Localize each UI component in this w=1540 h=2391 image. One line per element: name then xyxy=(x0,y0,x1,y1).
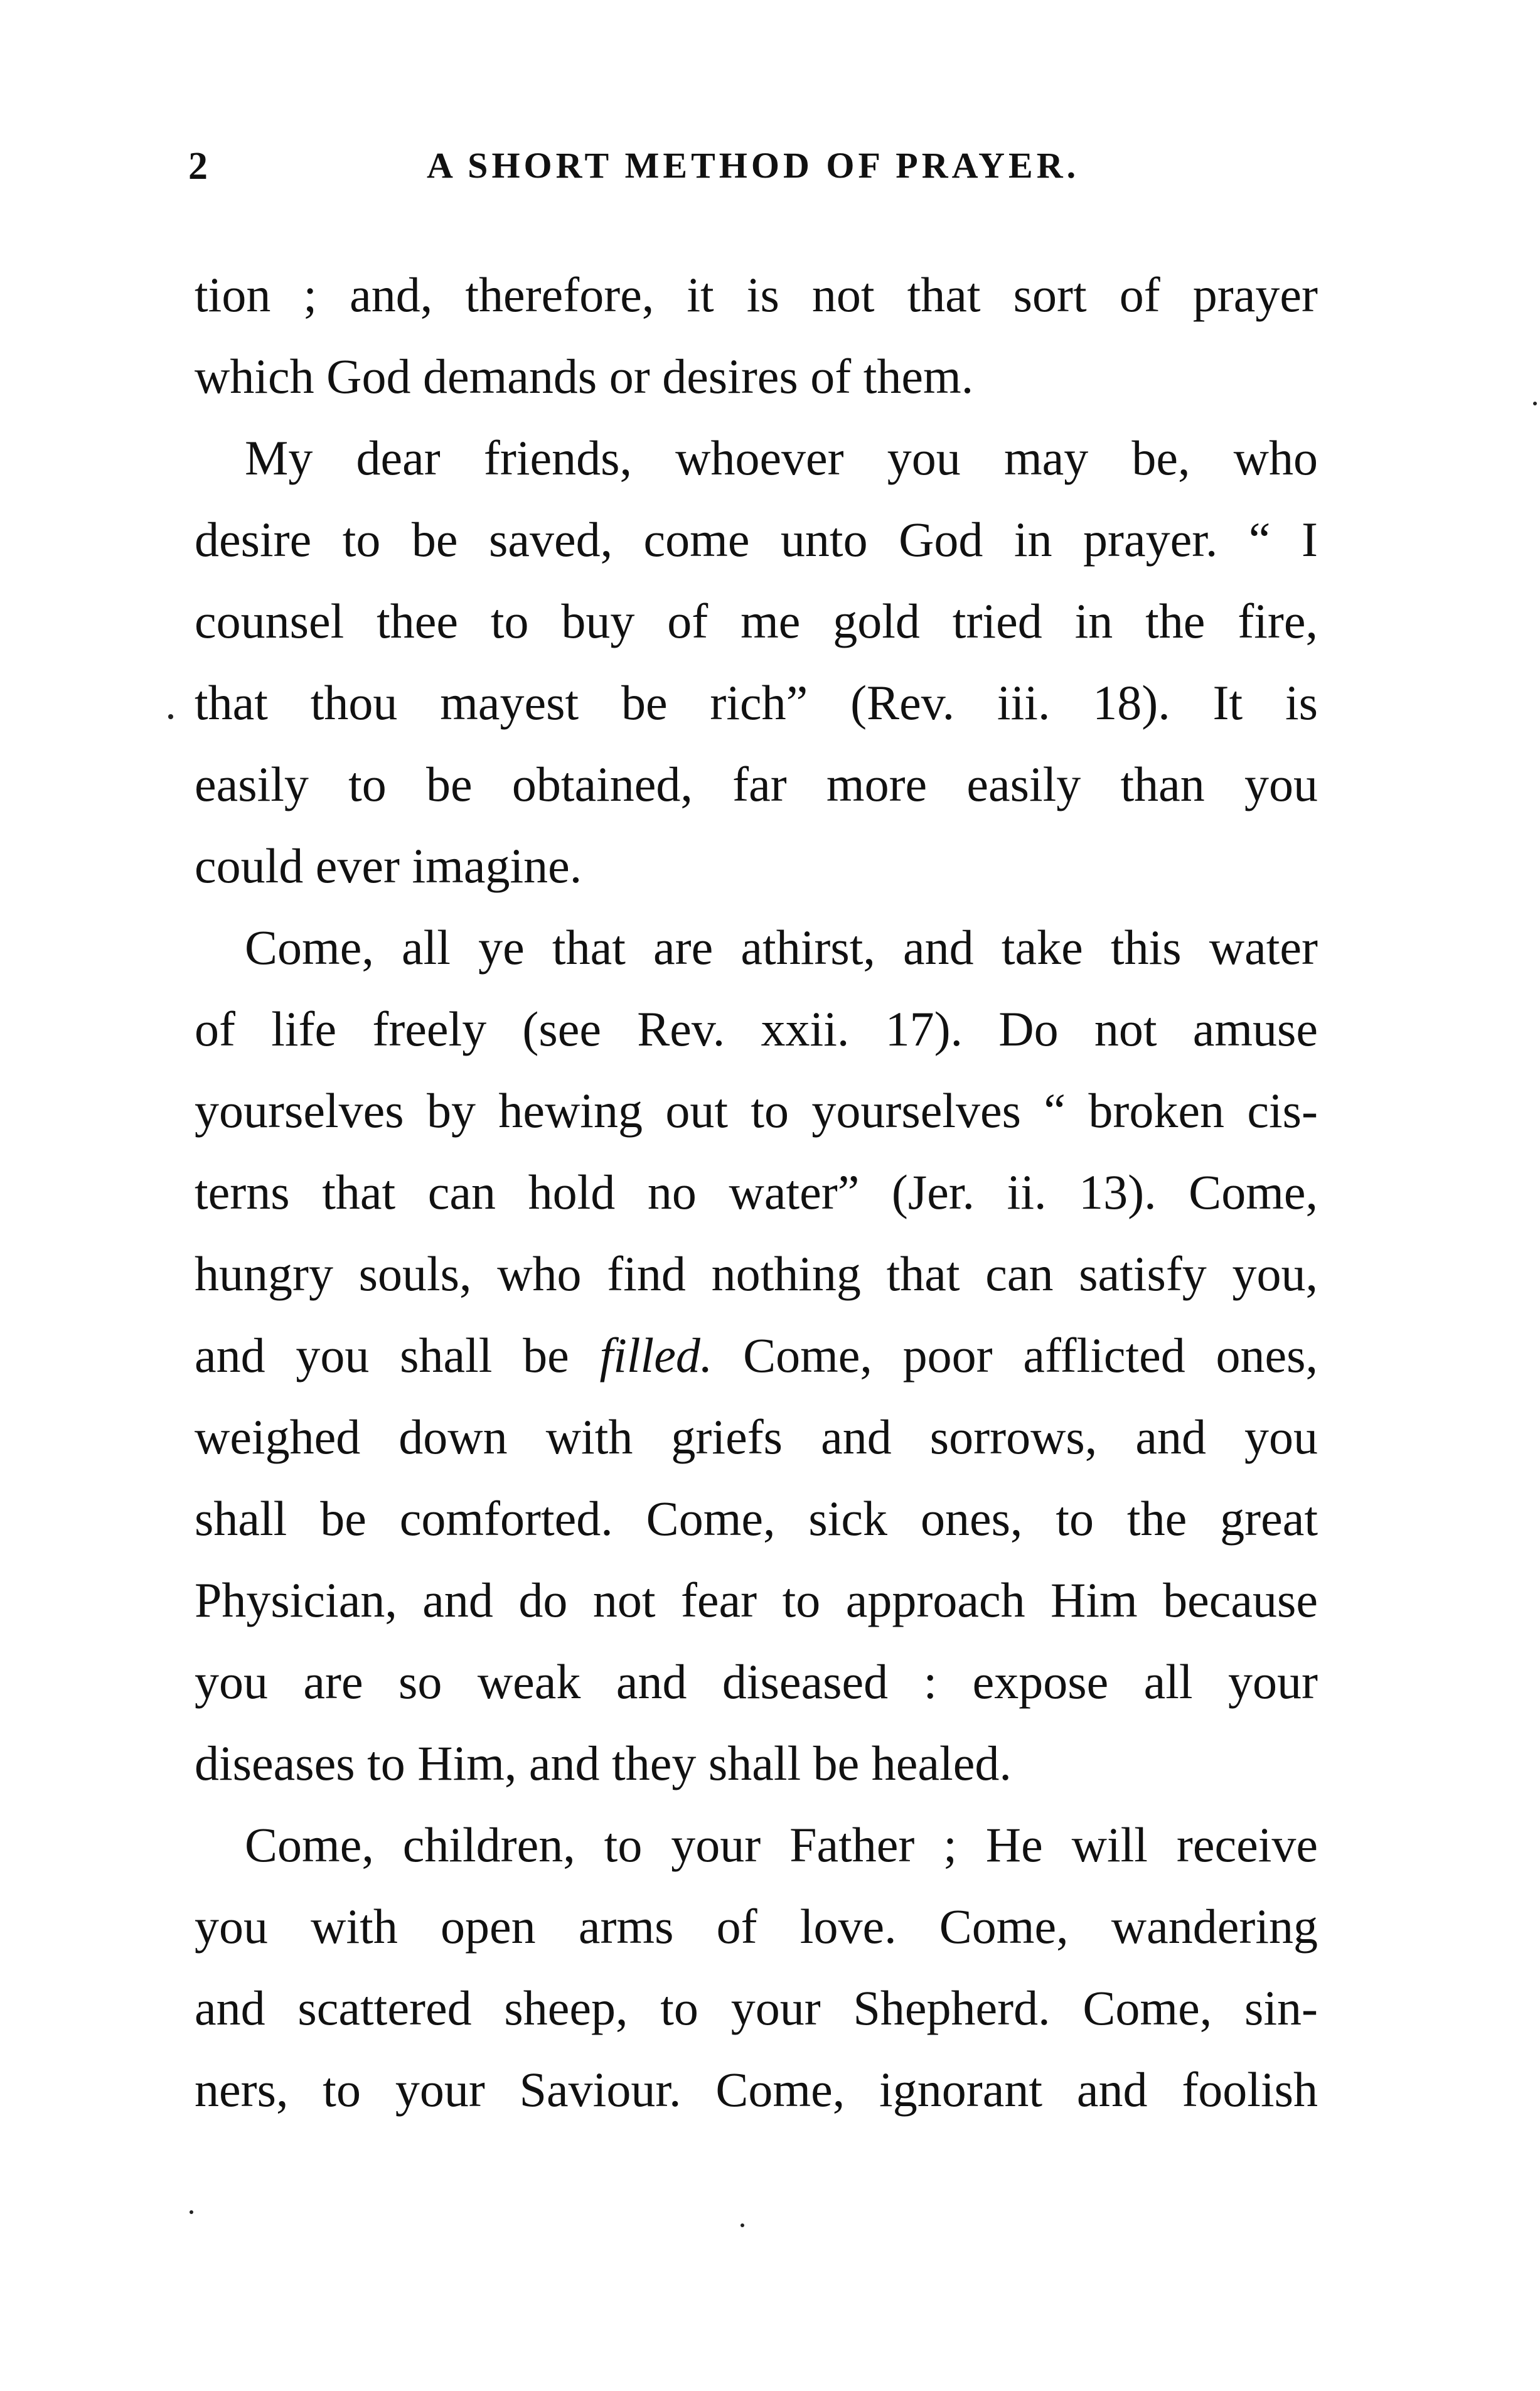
filled-line-after: Come, poor afflicted ones, xyxy=(712,1328,1318,1383)
text-line: easily to be obtained, far more easily than you xyxy=(195,757,1318,811)
running-title: A SHORT METHOD OF PRAYER. xyxy=(427,145,1080,186)
print-speck xyxy=(1533,402,1537,405)
filled-line-before: and you shall be xyxy=(195,1328,600,1383)
filled-italic-word: filled. xyxy=(599,1328,713,1383)
print-speck xyxy=(741,2223,744,2227)
text-line: tion ; and, therefore, it is not that sort of prayer xyxy=(195,267,1318,322)
running-head xyxy=(188,144,1318,201)
print-speck xyxy=(190,2210,193,2214)
paragraph-2 xyxy=(195,417,1318,907)
text-line: My dear friends, whoever you may be, who xyxy=(245,431,1318,485)
page-number: 2 xyxy=(188,145,209,188)
text-line: that thou mayest be rich” (Rev. iii. 18). It is xyxy=(195,675,1318,730)
text-line: which God demands or desires of them. xyxy=(195,349,974,404)
text-line: of life freely (see Rev. xxii. 17). Do not amuse xyxy=(195,1002,1318,1056)
text-line: shall be comforted. Come, sick ones, to the great xyxy=(195,1491,1318,1546)
paragraph-1 xyxy=(195,254,1318,417)
text-line: Come, children, to your Father ; He will receive xyxy=(245,1817,1318,1872)
text-line: Physician, and do not fear to approach Him because xyxy=(195,1573,1318,1627)
body-text xyxy=(195,254,1318,2131)
print-speck xyxy=(168,714,173,719)
text-line: you with open arms of love. Come, wandering xyxy=(195,1899,1318,1954)
text-line: hungry souls, who find nothing that can satisfy you, xyxy=(195,1246,1318,1301)
text-line: yourselves by hewing out to yourselves “ broken cis- xyxy=(195,1083,1318,1138)
text-line: weighed down with griefs and sorrows, and you xyxy=(195,1409,1318,1464)
text-line: could ever imagine. xyxy=(195,838,582,893)
text-line: terns that can hold no water” (Jer. ii. 13). Come, xyxy=(195,1165,1318,1219)
text-line: you are so weak and diseased : expose all your xyxy=(195,1654,1318,1709)
text-line: Come, all ye that are athirst, and take this water xyxy=(245,920,1318,975)
paragraph-3 xyxy=(195,907,1318,1804)
text-line: and scattered sheep, to your Shepherd. Come, sin- xyxy=(195,1981,1318,2035)
text-line: desire to be saved, come unto God in prayer. “ I xyxy=(195,512,1318,567)
text-line: counsel thee to buy of me gold tried in the fire, xyxy=(195,594,1318,648)
text-line: diseases to Him, and they shall be healed. xyxy=(195,1736,1012,1790)
paragraph-4 xyxy=(195,1804,1318,2131)
text-line: ners, to your Saviour. Come, ignorant and foolish xyxy=(195,2062,1318,2117)
text-line-filled xyxy=(195,1315,1318,1396)
